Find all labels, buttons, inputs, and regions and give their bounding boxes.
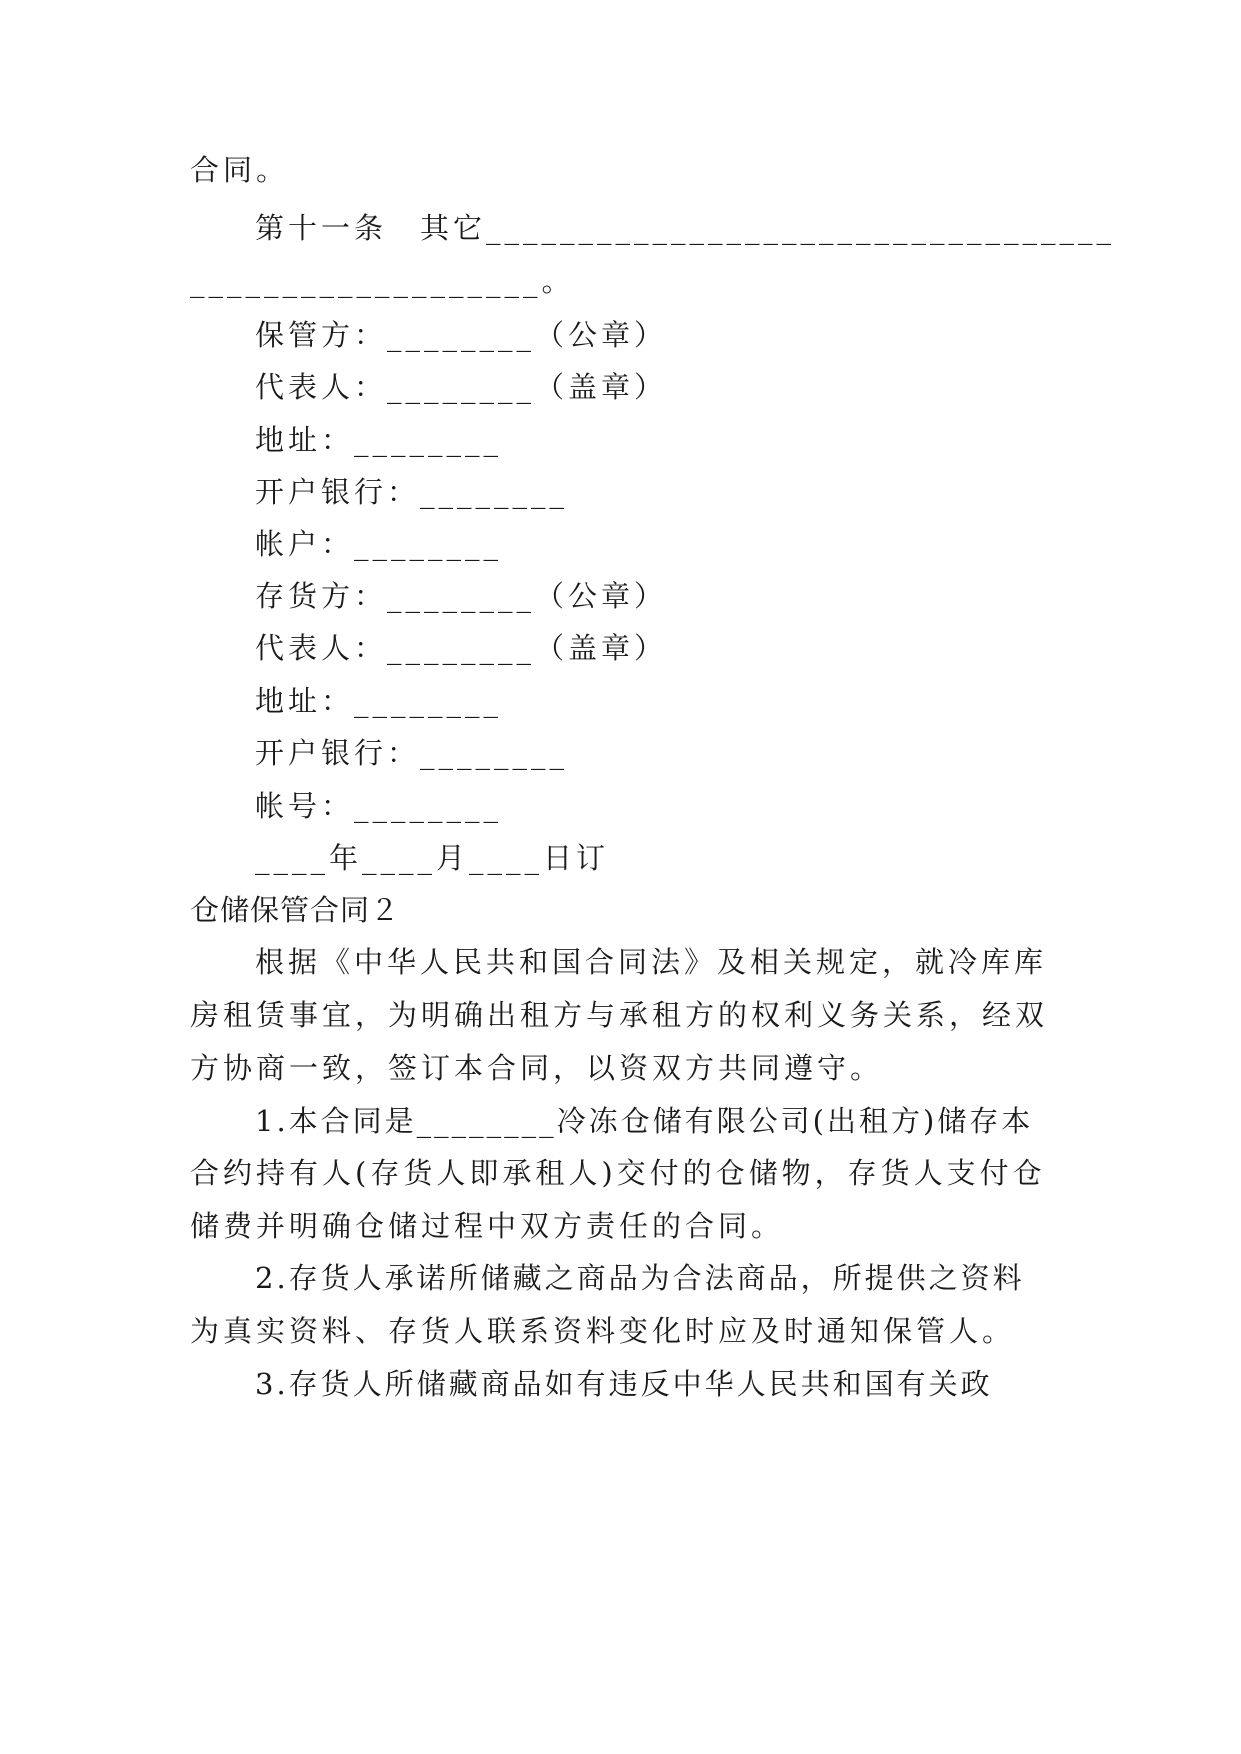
article-eleven-other: 第十一条 其它__________________________________ bbox=[255, 211, 1116, 245]
clause-1-line-3: 储费并明确仓储过程中双方责任的合同。 bbox=[190, 1209, 785, 1243]
paragraph-continuation: 合同。 bbox=[190, 153, 290, 187]
depositor-party-field: 存货方：________（公章） bbox=[255, 579, 668, 613]
clause-2-line-1: 2.存货人承诺所储藏之商品为合法商品，所提供之资料 bbox=[255, 1261, 1025, 1295]
preamble-line-1: 根据《中华人民共和国合同法》及相关规定，就冷库库 bbox=[255, 945, 1048, 979]
signing-date-field: ____年____月____日订 bbox=[255, 841, 610, 875]
contract-title: 仓储保管合同２ bbox=[190, 893, 401, 927]
depositor-account-field: 帐号：________ bbox=[255, 789, 503, 823]
depositor-bank-field: 开户银行：________ bbox=[255, 736, 569, 770]
clause-2-line-2: 为真实资料、存货人联系资料变化时应及时通知保管人。 bbox=[190, 1314, 1016, 1348]
custodian-address-field: 地址：________ bbox=[255, 423, 503, 457]
custodian-bank-field: 开户银行：________ bbox=[255, 475, 569, 509]
preamble-line-3: 方协商一致，签订本合同，以资双方共同遵守。 bbox=[190, 1051, 884, 1085]
custodian-account-field: 帐户：________ bbox=[255, 527, 503, 561]
clause-3-line-1: 3.存货人所储藏商品如有违反中华人民共和国有关政 bbox=[255, 1367, 993, 1401]
clause-1-line-2: 合约持有人(存货人即承租人)交付的仓储物，存货人支付仓 bbox=[190, 1156, 1046, 1190]
preamble-line-2: 房租赁事宜，为明确出租方与承租方的权利义务关系，经双 bbox=[190, 998, 1049, 1032]
article-eleven-blank-line: ___________________。 bbox=[190, 264, 575, 298]
depositor-representative-field: 代表人：________（盖章） bbox=[255, 631, 668, 665]
custodian-party-field: 保管方：________（公章） bbox=[255, 318, 668, 352]
custodian-representative-field: 代表人：________（盖章） bbox=[255, 370, 668, 404]
clause-1-line-1: 1.本合同是________冷冻仓储有限公司(出租方)储存本 bbox=[255, 1104, 1034, 1138]
depositor-address-field: 地址：________ bbox=[255, 684, 503, 718]
